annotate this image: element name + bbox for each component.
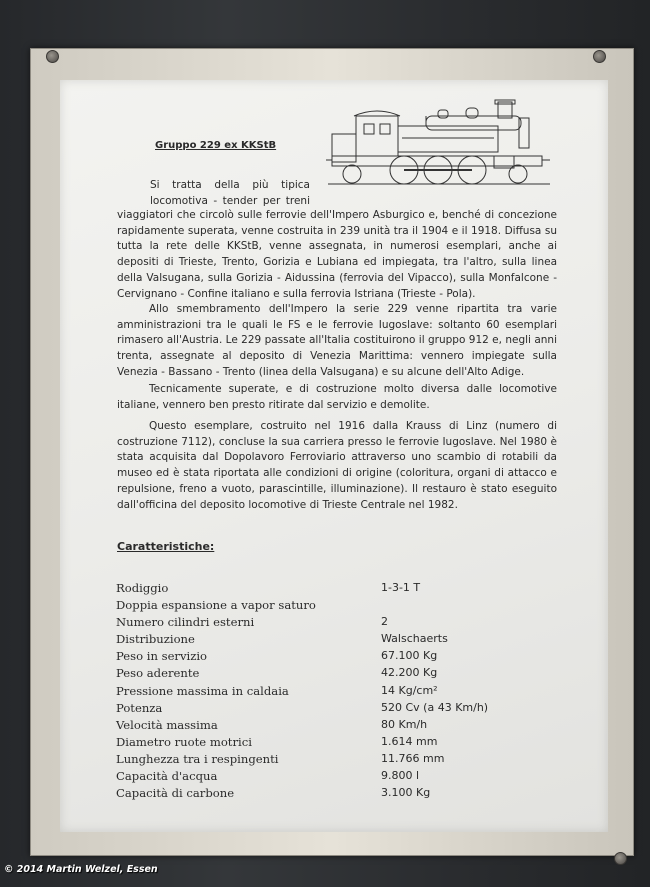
spec-label: Peso aderente [116, 666, 200, 681]
spec-row [116, 735, 516, 752]
screw-icon [614, 852, 627, 865]
paragraph-history: Allo smembramento dell'Impero la serie 229 venne ripartita tra varie amministrazioni tra le quali le FS e le ferrovie Iugoslave: soltanto 60 esemplari rimasero all'Austria. Le 229 passate all'Italia costituirono il gruppo 912 e, negli anni trenta, assegnate al deposito di Venezia Marittima: vennero impiegate sulla Venezia - Bassano - Trento (linea della Valsugana) e su alcune dell'Alto Adige. [117, 303, 557, 378]
paragraph-restoration: Questo esemplare, costruito nel 1916 dalla Krauss di Linz (numero di costruzione 7112), concluse la sua carriera presso le ferrovie Iugoslave. Nel 1980 è stata acquisita dal Dopolavoro Ferroviario attraverso uno scambio di rotabili da museo ed è stata riportata alle condizioni di origine (coloritura, organi di attacco e repulsione, freno a vuoto, parascintille, illuminazione). Il restauro è stato eseguito dall'officina del deposito locomotive di Trieste Centrale nel 1982. [117, 420, 557, 511]
spec-value: 67.100 Kg [381, 649, 438, 663]
spec-row [116, 786, 516, 803]
screw-icon [593, 50, 606, 63]
spec-row [116, 684, 516, 701]
spec-label: Capacità di carbone [116, 786, 235, 801]
steam-locomotive-drawing-icon [326, 98, 552, 190]
spec-value: 9.800 l [381, 769, 420, 783]
spec-row [116, 581, 516, 598]
spec-row [116, 752, 516, 769]
photo-credit: © 2014 Martin Welzel, Essen [4, 864, 158, 875]
spec-label: Pressione massima in caldaia [116, 683, 289, 698]
spec-value: 520 Cv (a 43 Km/h) [381, 700, 489, 714]
spec-value: 11.766 mm [381, 751, 445, 765]
spec-value: 14 Kg/cm² [381, 683, 438, 697]
spec-label: Rodiggio [116, 581, 169, 595]
specs-table [116, 581, 516, 803]
spec-value: 80 Km/h [381, 717, 428, 731]
paragraph-intro: viaggiatori che circolò sulle ferrovie dell'Impero Asburgico e, benché di concezione rapidamente superata, venne costruita in 239 unità tra il 1904 e il 1918. Diffusa su tutta la rete delle KKStB, venne assegnata, in numerosi esemplari, anche ai depositi di Trieste, Trento, Gorizia e Lubiana ed impiegata, tra l'altro, sulla linea della Valsugana, sulla Gorizia - Aidussina (ferrovia del Vipacco), sulla Monfalcone - Cervignano - Confine italiano e sulla ferrovia Istriana (Trieste - Pola). [117, 209, 557, 300]
spec-row [116, 769, 516, 786]
spec-row [116, 718, 516, 735]
spec-value: 3.100 Kg [381, 786, 431, 800]
spec-row [116, 598, 516, 615]
specs-heading: Caratteristiche: [117, 540, 215, 553]
spec-label: Lunghezza tra i respingenti [116, 751, 279, 766]
spec-label: Distribuzione [116, 632, 195, 647]
spec-label: Doppia espansione a vapor saturo [116, 598, 316, 613]
spec-label: Potenza [116, 700, 163, 715]
spec-row [116, 649, 516, 666]
spec-row [116, 615, 516, 632]
spec-value: Walschaerts [381, 632, 448, 646]
spec-row [116, 666, 516, 683]
spec-value: 1-3-1 T [381, 581, 421, 594]
spec-value: 2 [381, 615, 388, 629]
spec-row [116, 701, 516, 718]
spec-label: Diametro ruote motrici [116, 734, 252, 749]
spec-label: Capacità d'acqua [116, 769, 218, 784]
spec-value: 1.614 mm [381, 734, 438, 748]
spec-row [116, 632, 516, 649]
spec-label: Peso in servizio [116, 649, 208, 664]
paragraph-intro-start: Si tratta della più tipica locomotiva - tender per treni [150, 179, 310, 207]
paragraph-withdrawal: Tecnicamente superate, e di costruzione molto diversa dalle locomotive italiane, vennero ben presto ritirate dal servizio e demolite. [117, 383, 557, 411]
screw-icon [46, 50, 59, 63]
sign-title: Gruppo 229 ex KKStB [155, 140, 277, 151]
spec-value: 42.200 Kg [381, 666, 438, 680]
spec-label: Numero cilindri esterni [116, 615, 255, 630]
spec-label: Velocità massima [116, 717, 218, 732]
